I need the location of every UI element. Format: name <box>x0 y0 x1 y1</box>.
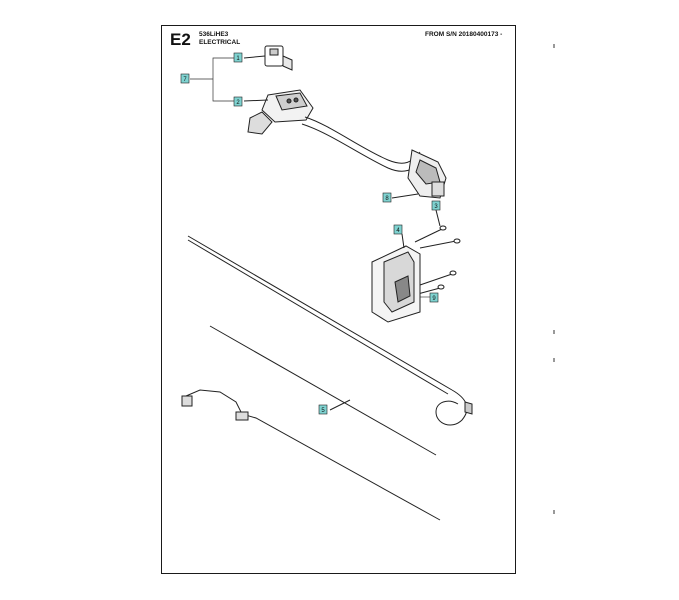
svg-text:9: 9 <box>432 296 436 302</box>
callout-1 <box>234 53 242 62</box>
group-bracket <box>190 58 234 101</box>
switch-part <box>244 46 292 70</box>
callout-7 <box>181 74 189 83</box>
wires-part <box>182 236 472 520</box>
module-housing-part <box>372 234 420 322</box>
callout-3 <box>432 201 440 210</box>
svg-text:5: 5 <box>321 408 325 414</box>
model-name: 536LiHE3 <box>199 31 229 38</box>
svg-text:4: 4 <box>396 228 400 234</box>
svg-text:8: 8 <box>385 196 389 202</box>
svg-text:3: 3 <box>434 204 438 210</box>
handle-control-part <box>244 90 313 134</box>
section-code: E2 <box>170 30 191 49</box>
callout-9 <box>420 293 438 302</box>
svg-text:2: 2 <box>236 100 240 106</box>
callout-4 <box>394 225 402 234</box>
svg-text:7: 7 <box>183 77 187 83</box>
callout-2 <box>234 97 242 106</box>
callout-8 <box>383 193 391 202</box>
screws-part <box>414 210 460 295</box>
connector-part <box>392 150 446 198</box>
svg-text:1: 1 <box>236 56 240 62</box>
serial-range: FROM S/N 20180400173 - <box>425 31 503 38</box>
harness-cable <box>302 117 422 171</box>
section-title: ELECTRICAL <box>199 39 241 46</box>
callout-5 <box>319 405 327 414</box>
